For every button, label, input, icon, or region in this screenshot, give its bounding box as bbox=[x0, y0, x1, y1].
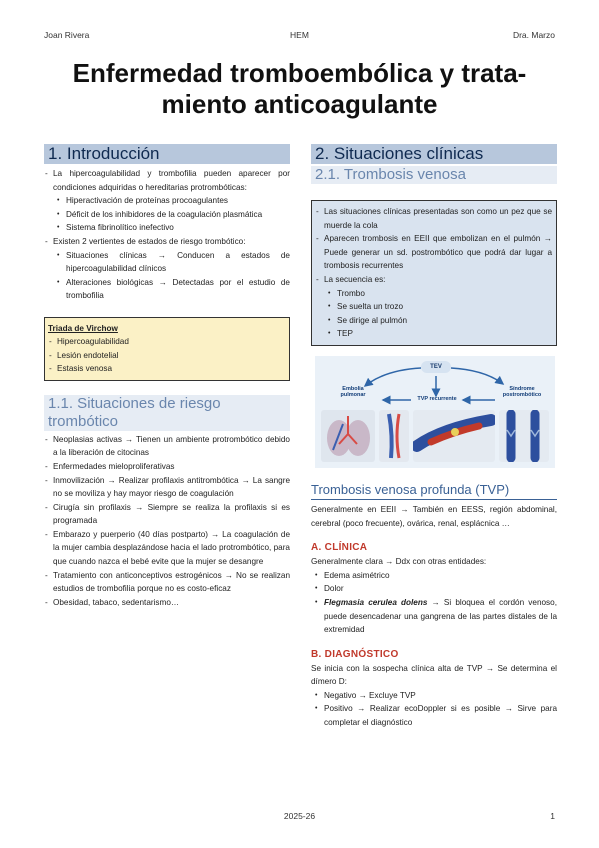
document-title bbox=[40, 58, 559, 120]
thrombus-image bbox=[413, 410, 495, 462]
list-item: • Alteraciones biológicas → Detectadas por el estudio de trombofilia bbox=[53, 276, 290, 303]
list-item: - La hipercoagulabilidad y trombofilia pueden aparecer por condiciones adquiridas o hereditarias protrombóticas: • Hiperactivación de proteínas procoagulantes • Déficit de los inhibidores de la coagulación plasmática • Sistema fibrinolítico inefectivo bbox=[44, 167, 290, 235]
list-item: - Embarazo y puerperio (40 días postparto) → La coagulación de la mujer cambia desplazándose hacia el lado protrombótico, para que cuando nazca el bebé evite que la mujer se desangre bbox=[44, 528, 290, 569]
page-number: 1 bbox=[550, 811, 555, 821]
section-heading-riesgo: 1.1. Situaciones de riesgo trombótico bbox=[44, 395, 290, 431]
list-item: • Trombo bbox=[324, 287, 552, 301]
list-item: • TEP bbox=[324, 327, 552, 341]
sequence-box bbox=[311, 200, 557, 346]
section-heading-introduccion: 1. Introducción bbox=[44, 144, 290, 164]
flegmasia-term: Flegmasia cerulea dolens bbox=[324, 597, 428, 607]
list-item: - Enfermedades mieloproliferativas bbox=[44, 460, 290, 474]
lungs-image bbox=[321, 410, 375, 462]
sublist bbox=[324, 287, 552, 341]
vein-thrombus-icon bbox=[413, 410, 495, 462]
list-item: • Flegmasia cerulea dolens → Si bloquea el cordón venoso, puede desencadenar una gangrena de las partes distales de la extremidad bbox=[311, 596, 557, 637]
tvp-recurrente-label: TVP recurrente bbox=[417, 395, 457, 402]
clinica-heading: A. CLÍNICA bbox=[311, 542, 368, 554]
vein-valves-icon bbox=[499, 410, 549, 462]
list-item: • Hiperactivación de proteínas procoagulantes bbox=[53, 194, 290, 208]
sublist bbox=[53, 194, 290, 235]
list-item: • Se suelta un trozo bbox=[324, 300, 552, 314]
right-column bbox=[311, 144, 557, 730]
header-author: Joan Rivera bbox=[44, 30, 90, 40]
section-heading-trombosis: 2.1. Trombosis venosa bbox=[311, 166, 557, 184]
tvp-intro: Generalmente en EEII → También en EESS, región abdominal, cerebral (poco frecuente), ovárica, renal, esplácnica … bbox=[311, 504, 557, 528]
valves-image bbox=[499, 410, 549, 462]
leg-veins-image bbox=[379, 410, 409, 462]
list-item: - Tratamiento con anticonceptivos estrogénicos → No se realizan estudios de trombofilia porque no es costo-eficaz bbox=[44, 569, 290, 596]
list-item: - Lesión endotelial bbox=[48, 349, 285, 363]
list-item: • Se dirige al pulmón bbox=[324, 314, 552, 328]
list-item: • Positivo → Realizar ecoDoppler si es posible → Sirve para completar el diagnóstico bbox=[311, 702, 557, 729]
list-item: • Déficit de los inhibidores de la coagulación plasmática bbox=[53, 208, 290, 222]
sublist bbox=[53, 249, 290, 303]
tev-figure bbox=[315, 356, 555, 468]
intro-list bbox=[44, 167, 290, 303]
embolia-label: Embolia pulmonar bbox=[340, 385, 366, 399]
virchow-box bbox=[44, 317, 290, 381]
virchow-list bbox=[48, 335, 285, 376]
sequence-list bbox=[315, 205, 552, 341]
clinica-text: Generalmente clara → Ddx con otras entidades: bbox=[311, 557, 487, 567]
list-item: - La secuencia es: • Trombo • Se suelta un trozo • Se dirige al pulmón • TEP bbox=[315, 273, 552, 341]
list-item: • Edema asimétrico bbox=[311, 569, 557, 583]
list-item: • Dolor bbox=[311, 582, 557, 596]
list-item: - Obesidad, tabaco, sedentarismo… bbox=[44, 596, 290, 610]
clinica-list bbox=[311, 569, 557, 637]
list-item: - Inmovilización → Realizar profilaxis antitrombótica → La sangre no se moviliza y hay mayor riesgo de coagulación bbox=[44, 474, 290, 501]
list-item: - Estasis venosa bbox=[48, 362, 285, 376]
list-item: - Aparecen trombosis en EEII que embolizan en el pulmón → Puede generar un sd. postrombótico que podrá dar lugar a trombosis recurrentes bbox=[315, 232, 552, 273]
list-item: - Existen 2 vertientes de estados de riesgo trombótico: • Situaciones clínicas → Conducen a estados de hipercoagulabilidad clínicos • Alteraciones biológicas → Detectadas por el estudio de trombofilia bbox=[44, 235, 290, 303]
list-item: - Cirugía sin profilaxis → Siempre se realiza la profilaxis si es programada bbox=[44, 501, 290, 528]
list-item: • Negativo → Excluye TVP bbox=[311, 689, 557, 703]
list-item: • Situaciones clínicas → Conducen a estados de hipercoagulabilidad clínicos bbox=[53, 249, 290, 276]
section-heading-situaciones: 2. Situaciones clínicas bbox=[311, 144, 557, 164]
left-column bbox=[44, 144, 290, 609]
diagnostico-list bbox=[311, 689, 557, 730]
list-item: - Hipercoagulabilidad bbox=[48, 335, 285, 349]
header-teacher: Dra. Marzo bbox=[512, 30, 555, 40]
diagnostico-heading: B. DIAGNÓSTICO bbox=[311, 648, 399, 660]
sindrome-label: Síndrome postrombótico bbox=[502, 385, 542, 399]
list-item: • Sistema fibrinolítico inefectivo bbox=[53, 221, 290, 235]
risk-list bbox=[44, 433, 290, 610]
title-line-2: miento anticoagulante bbox=[161, 89, 438, 119]
footer-year: 2025-26 bbox=[283, 811, 316, 821]
header-subject: HEM bbox=[290, 30, 309, 40]
list-item: - Las situaciones clínicas presentadas son como un pez que se muerde la cola bbox=[315, 205, 552, 232]
tev-node: TEV bbox=[421, 361, 451, 373]
section-heading-tvp: Trombosis venosa profunda (TVP) bbox=[311, 482, 557, 500]
leg-vein-icon bbox=[379, 410, 409, 462]
title-line-1: Enfermedad tromboembólica y trata- bbox=[72, 58, 527, 88]
lungs-icon bbox=[321, 410, 375, 462]
virchow-caption: Triada de Virchow bbox=[48, 323, 118, 333]
list-item: - Neoplasias activas → Tienen un ambiente protrombótico debido a la liberación de citocinas bbox=[44, 433, 290, 460]
diagnostico-text: Se inicia con la sospecha clínica alta de TVP → Se determina el dímero D: bbox=[311, 663, 557, 687]
